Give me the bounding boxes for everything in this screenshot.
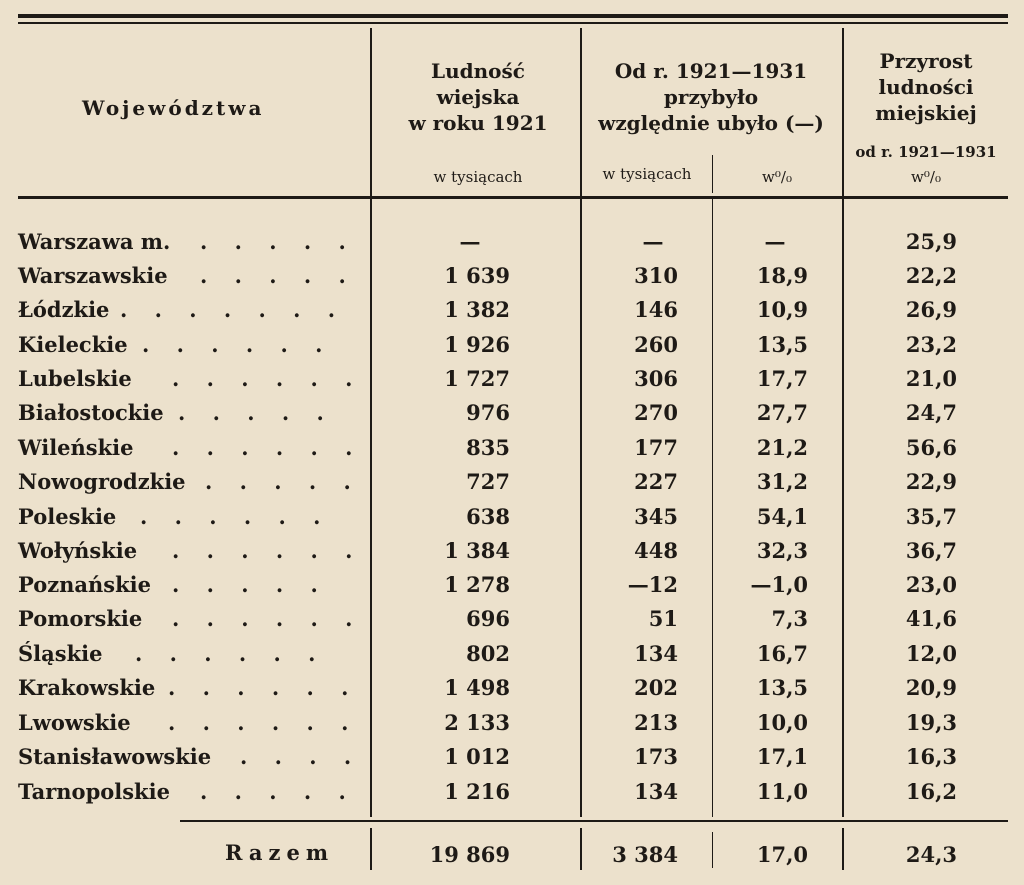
cell-przybylo-proc: 54,1: [756, 504, 808, 529]
cell-ludnosc: —: [459, 229, 481, 254]
cell-przybylo-tys: 345: [634, 504, 678, 529]
cell-przybylo-proc: 10,0: [756, 710, 808, 735]
row-name: Pomorskie: [18, 606, 143, 631]
cell-ludnosc: 835: [466, 435, 510, 460]
row-leader-dots: . . . . . .: [172, 366, 363, 391]
cell-przybylo-tys: —12: [627, 572, 678, 597]
row-name: Poleskie: [18, 504, 117, 529]
header-divider-3: [712, 155, 713, 193]
row-name: Śląskie: [18, 641, 103, 666]
cell-przyrost: 12,0: [905, 641, 957, 666]
cell-przybylo-tys: 134: [634, 779, 678, 804]
cell-przyrost: 20,9: [905, 675, 957, 700]
row-name: Warszawa m.: [18, 229, 171, 254]
cell-ludnosc: 2 133: [444, 710, 510, 735]
cell-ludnosc: 802: [466, 641, 510, 666]
table-row: [0, 225, 1024, 259]
table-row: [0, 740, 1024, 774]
cell-przyrost: 25,9: [905, 229, 957, 254]
row-name: Tarnopolskie: [18, 779, 170, 804]
table-row: [0, 602, 1024, 636]
row-name: Warszawskie: [18, 263, 168, 288]
column-header-wojewodztwa: Województwa: [82, 96, 265, 120]
cell-przyrost: 23,0: [905, 572, 957, 597]
cell-przybylo-tys: 51: [648, 606, 678, 631]
cell-przybylo-tys: 177: [634, 435, 678, 460]
cell-przybylo-proc: 31,2: [756, 469, 808, 494]
row-leader-dots: . . . . .: [200, 779, 356, 804]
header-line: Przyrost: [879, 49, 973, 73]
cell-przybylo-tys: —: [642, 229, 664, 254]
cell-przyrost: 26,9: [905, 297, 957, 322]
cell-ludnosc: 1 639: [444, 263, 510, 288]
cell-przyrost: 16,3: [905, 744, 957, 769]
table-row: [0, 328, 1024, 362]
cell-przyrost: 21,0: [905, 366, 957, 391]
row-leader-dots: . . . . . .: [172, 435, 363, 460]
header-line: w roku 1921: [408, 111, 548, 135]
table-row: [0, 500, 1024, 534]
cell-przybylo-proc: 16,7: [756, 641, 808, 666]
top-rule-thick: [18, 14, 1008, 18]
unit-label-col1: w tysiącach: [433, 168, 523, 186]
row-leader-dots: . . . . .: [200, 263, 356, 288]
total-rule: [180, 820, 1008, 822]
cell-ludnosc: 638: [466, 504, 510, 529]
header-divider-4: [842, 28, 844, 198]
header-line: wiejska: [436, 85, 520, 109]
cell-przyrost: 35,7: [905, 504, 957, 529]
table-row: [0, 396, 1024, 430]
unit-label-col2: w tysiącach: [602, 165, 692, 183]
row-name: Białostockie: [18, 400, 164, 425]
table-row: [0, 293, 1024, 327]
cell-przybylo-tys: 306: [634, 366, 678, 391]
row-name: Stanisławowskie: [18, 744, 212, 769]
cell-przyrost: 41,6: [905, 606, 957, 631]
table-row: [0, 706, 1024, 740]
cell-ludnosc: 1 926: [444, 332, 510, 357]
total-label: Razem: [225, 840, 335, 865]
cell-przybylo-proc: 27,7: [756, 400, 808, 425]
header-line: Ludność: [431, 59, 525, 83]
subheader-col4: od r. 1921—1931: [855, 143, 997, 161]
table-row: [0, 362, 1024, 396]
total-divider-1: [370, 828, 372, 870]
cell-ludnosc: 1 498: [444, 675, 510, 700]
cell-ludnosc: 1 727: [444, 366, 510, 391]
cell-przybylo-proc: —: [764, 229, 786, 254]
row-leader-dots: . . . .: [240, 744, 362, 769]
row-leader-dots: . . . . . .: [172, 538, 363, 563]
total-przybylo-proc: 17,0: [756, 842, 808, 867]
header-line: Od r. 1921—1931: [614, 59, 808, 83]
cell-ludnosc: 1 278: [444, 572, 510, 597]
column-header-ludnosc: [378, 58, 578, 136]
cell-przyrost: 24,7: [905, 400, 957, 425]
cell-ludnosc: 976: [466, 400, 510, 425]
table-row: [0, 637, 1024, 671]
unit-label-col4: w⁰/₀: [911, 168, 941, 186]
cell-ludnosc: 727: [466, 469, 510, 494]
table-row: [0, 259, 1024, 293]
cell-ludnosc: 1 384: [444, 538, 510, 563]
cell-przybylo-tys: 260: [634, 332, 678, 357]
cell-przybylo-tys: 202: [634, 675, 678, 700]
row-name: Poznańskie: [18, 572, 152, 597]
table-row: [0, 465, 1024, 499]
cell-przyrost: 22,2: [905, 263, 957, 288]
top-rule-thin: [18, 22, 1008, 24]
cell-przybylo-tys: 213: [634, 710, 678, 735]
row-leader-dots: . . . . .: [200, 229, 356, 254]
table-row: [0, 568, 1024, 602]
cell-przybylo-tys: 134: [634, 641, 678, 666]
header-line: względnie ubyło (—): [598, 111, 824, 135]
header-divider-1: [370, 28, 372, 198]
cell-przybylo-proc: 21,2: [756, 435, 808, 460]
cell-przybylo-proc: 7,3: [771, 606, 808, 631]
row-leader-dots: . . . . . .: [168, 710, 359, 735]
row-name: Łódzkie: [18, 297, 110, 322]
table-row: [0, 775, 1024, 809]
row-leader-dots: . . . . . .: [142, 332, 333, 357]
header-line: ludności: [878, 75, 974, 99]
cell-przyrost: 16,2: [905, 779, 957, 804]
cell-przyrost: 36,7: [905, 538, 957, 563]
cell-przyrost: 19,3: [905, 710, 957, 735]
cell-przybylo-proc: 32,3: [756, 538, 808, 563]
cell-przybylo-proc: 17,7: [756, 366, 808, 391]
row-leader-dots: . . . . . .: [172, 606, 363, 631]
column-header-przybylo: [582, 58, 840, 136]
cell-przyrost: 22,9: [905, 469, 957, 494]
cell-przybylo-proc: 11,0: [756, 779, 808, 804]
row-leader-dots: . . . . .: [178, 400, 334, 425]
cell-przybylo-proc: 13,5: [756, 675, 808, 700]
cell-przybylo-tys: 448: [634, 538, 678, 563]
cell-przybylo-tys: 227: [634, 469, 678, 494]
row-name: Nowogrodzkie: [18, 469, 186, 494]
total-divider-4: [842, 828, 844, 870]
header-bottom-rule: [18, 196, 1008, 199]
row-leader-dots: . . . . .: [205, 469, 361, 494]
cell-przybylo-proc: 10,9: [756, 297, 808, 322]
cell-przyrost: 23,2: [905, 332, 957, 357]
row-name: Wileńskie: [18, 435, 134, 460]
cell-przybylo-tys: 146: [634, 297, 678, 322]
cell-ludnosc: 696: [466, 606, 510, 631]
row-leader-dots: . . . . . .: [135, 641, 326, 666]
total-przyrost: 24,3: [905, 842, 957, 867]
header-line: miejskiej: [875, 101, 977, 125]
cell-przybylo-proc: 17,1: [756, 744, 808, 769]
unit-label-col3: w⁰/₀: [762, 168, 792, 186]
table-row: [0, 671, 1024, 705]
cell-ludnosc: 1 012: [444, 744, 510, 769]
row-leader-dots: . . . . . . .: [120, 297, 346, 322]
row-name: Krakowskie: [18, 675, 156, 700]
cell-przyrost: 56,6: [905, 435, 957, 460]
total-ludnosc: 19 869: [429, 842, 510, 867]
row-name: Kieleckie: [18, 332, 128, 357]
row-leader-dots: . . . . .: [172, 572, 328, 597]
row-leader-dots: . . . . . .: [168, 675, 359, 700]
column-header-przyrost: [846, 48, 1006, 126]
cell-przybylo-tys: 270: [634, 400, 678, 425]
table-row: [0, 534, 1024, 568]
cell-przybylo-proc: 18,9: [756, 263, 808, 288]
cell-przybylo-proc: 13,5: [756, 332, 808, 357]
cell-przybylo-proc: —1,0: [750, 572, 808, 597]
cell-ludnosc: 1 216: [444, 779, 510, 804]
cell-przybylo-tys: 173: [634, 744, 678, 769]
row-leader-dots: . . . . . .: [140, 504, 331, 529]
row-name: Wołyńskie: [18, 538, 138, 563]
row-name: Lubelskie: [18, 366, 132, 391]
row-name: Lwowskie: [18, 710, 131, 735]
cell-przybylo-tys: 310: [634, 263, 678, 288]
header-line: przybyło: [663, 85, 759, 109]
cell-ludnosc: 1 382: [444, 297, 510, 322]
total-przybylo-tys: 3 384: [612, 842, 678, 867]
table-row: [0, 431, 1024, 465]
